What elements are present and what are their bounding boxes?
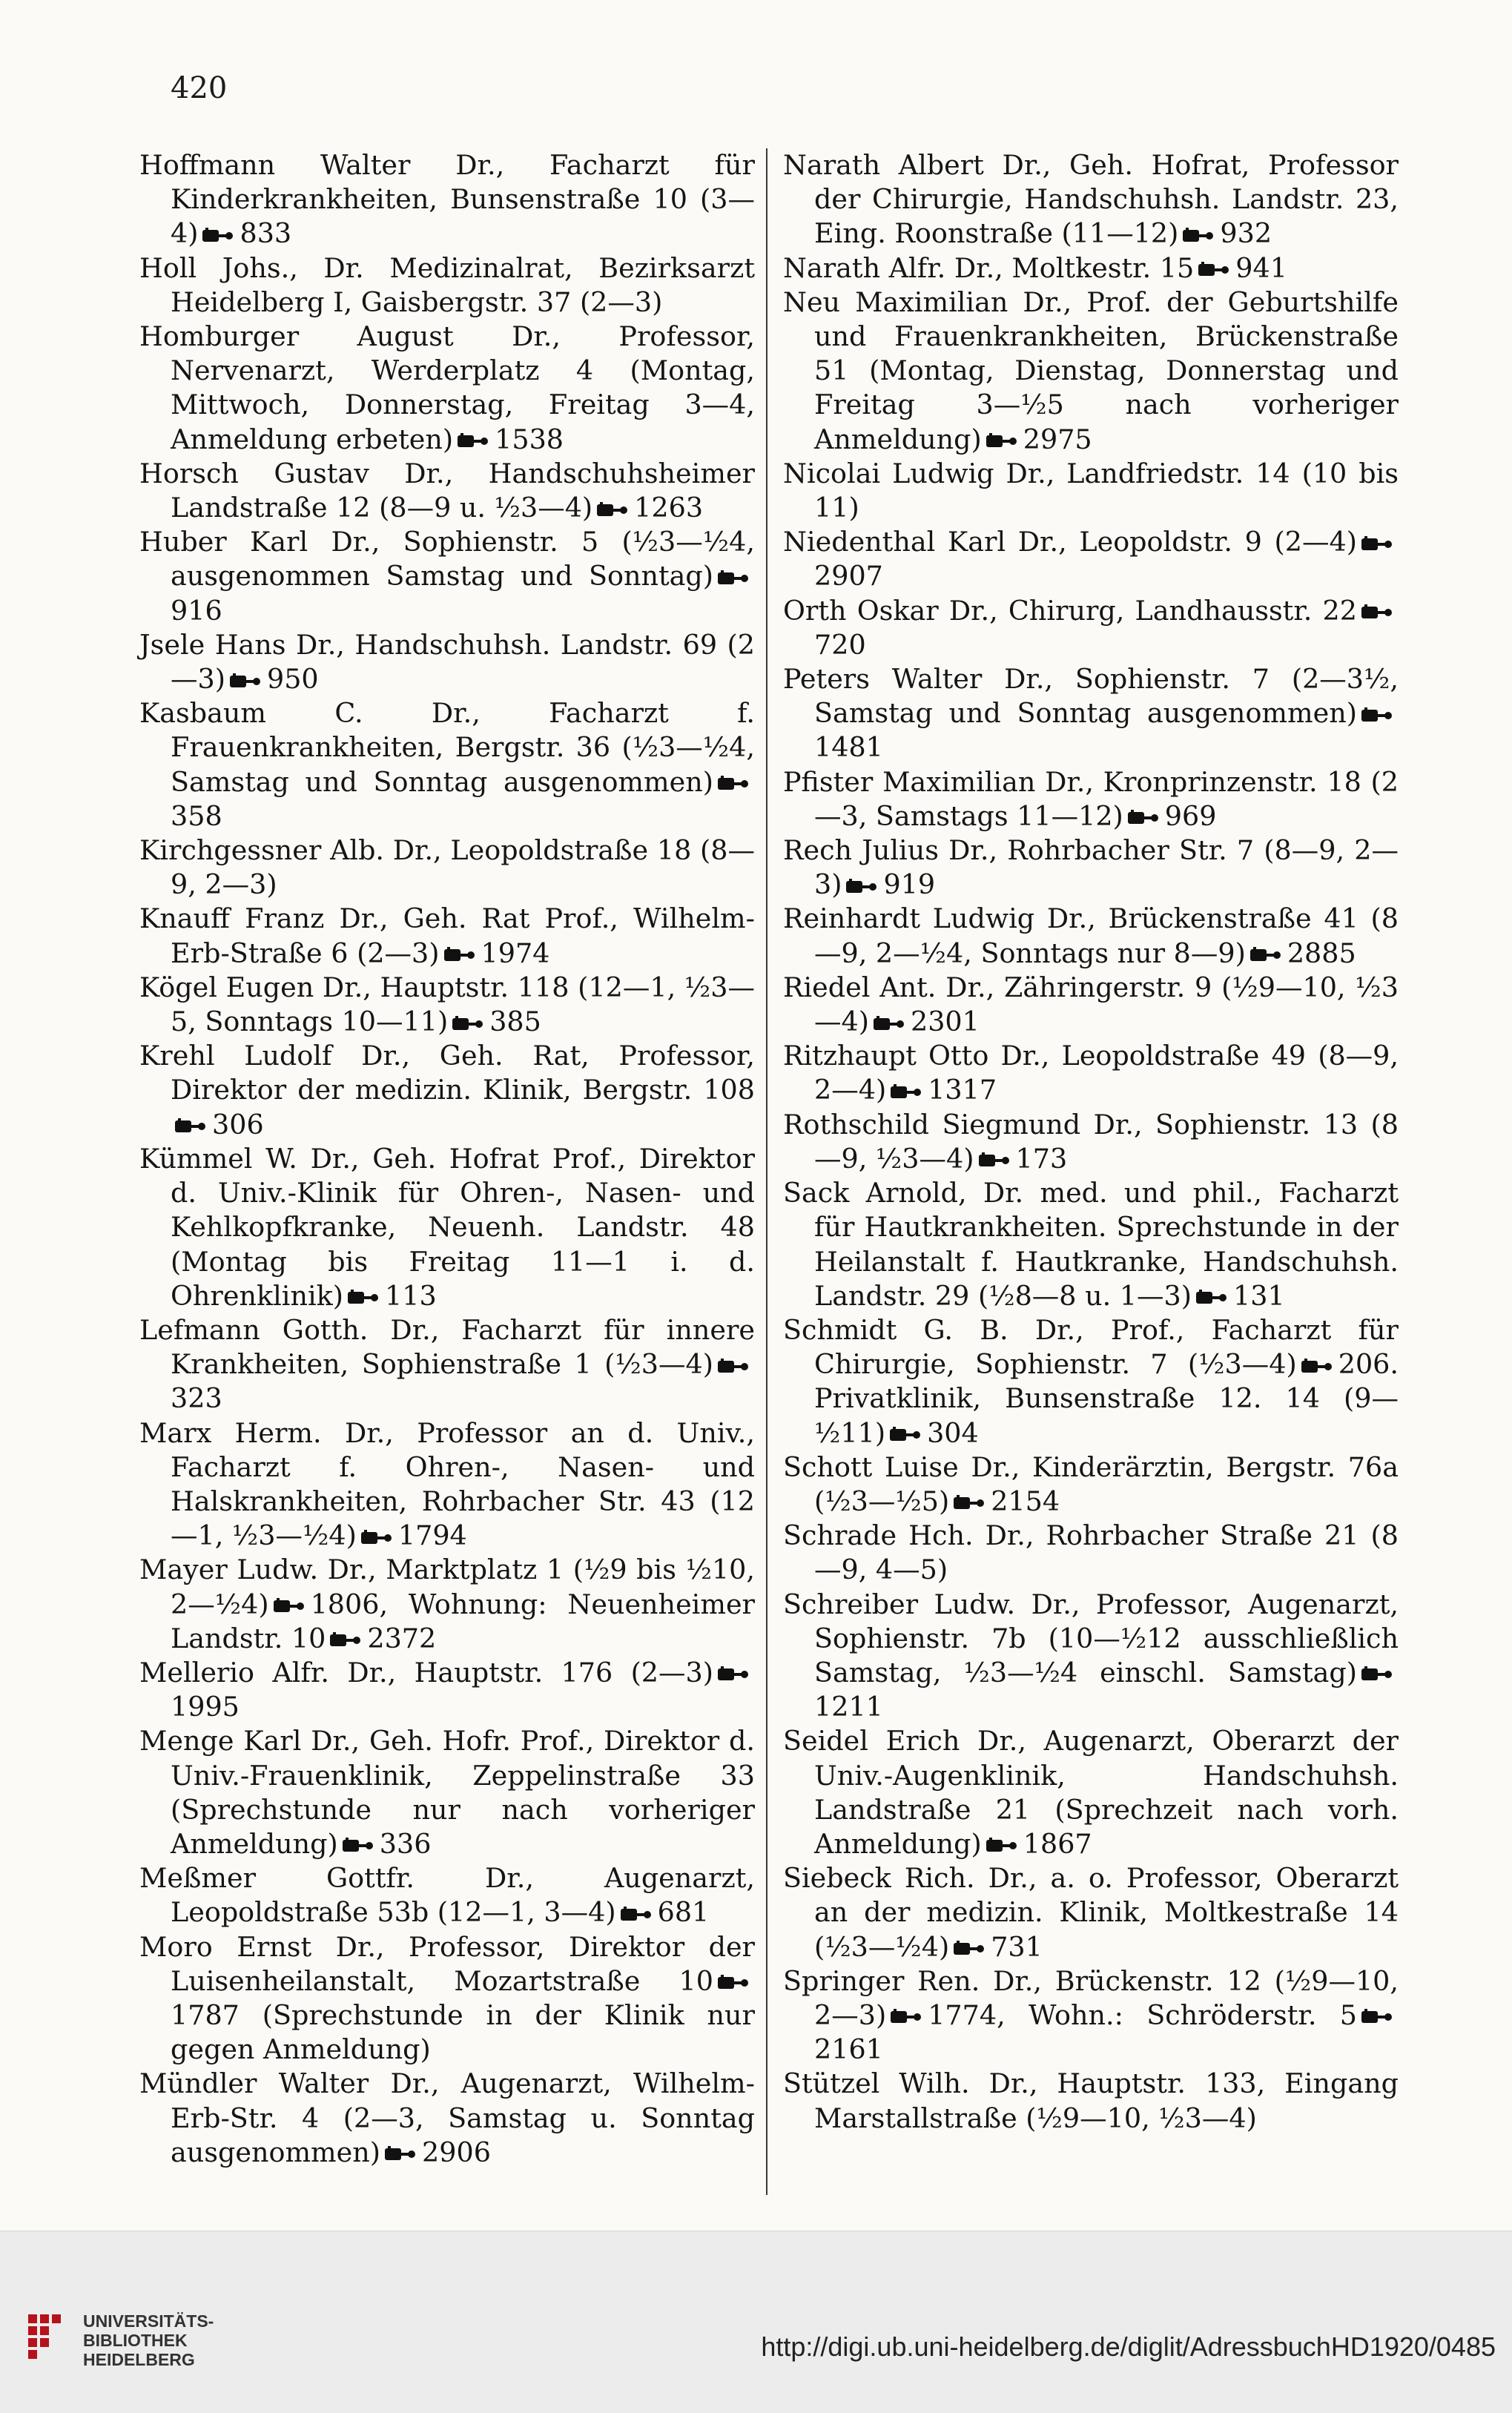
telephone-icon <box>888 1425 921 1445</box>
entry-text: Neu Maximilian Dr., Prof. der Geburtshilfe und Frauenkrankheiten, Brückenstraße 51 (Montag, Dienstag, Donnerstag und Freitag 3—½5 nach vorheriger Anmeldung) <box>783 285 1399 455</box>
telephone-icon <box>451 1014 483 1034</box>
entry-text: Rech Julius Dr., Rohrbacher Str. 7 (8—9, 2—3) <box>783 834 1399 901</box>
telephone-icon <box>443 945 475 965</box>
entry-text: Moro Ernst Dr., Professor, Direktor der Luisenheilanstalt, Mozartstraße 10 <box>139 1930 755 1997</box>
entry-text: Peters Walter Dr., Sophienstr. 7 (2—3½, Samstag und Sonntag ausgenommen) <box>783 663 1399 730</box>
phone-number: 113 <box>385 1279 437 1312</box>
phone-number: 720 <box>814 628 866 661</box>
library-logo-text <box>83 2311 214 2369</box>
directory-entry <box>783 1588 1399 1725</box>
telephone-icon <box>1360 1665 1393 1684</box>
directory-entry <box>783 1039 1399 1107</box>
entry-text: Meßmer Gottfr. Dr., Augenarzt, Leopoldstraße 53b (12—1, 3—4) <box>139 1862 755 1929</box>
phone-number: 950 <box>266 663 319 696</box>
phone-number: 2907 <box>814 560 883 592</box>
entry-text: Schott Luise Dr., Kinderärztin, Bergstr. 76a (½3—½5) <box>783 1450 1399 1517</box>
telephone-icon <box>716 1357 749 1376</box>
telephone-icon <box>985 1836 1017 1855</box>
phone-number: 2301 <box>910 1006 980 1038</box>
directory-entry <box>783 1964 1399 2067</box>
logo-line: UNIVERSITÄTS- <box>83 2311 214 2331</box>
phone-number: 1263 <box>634 492 704 524</box>
phone-number: 1806 <box>310 1588 380 1620</box>
directory-entry <box>783 1108 1399 1176</box>
entry-text: Siebeck Rich. Dr., a. o. Professor, Oberarzt an der medizin. Klinik, Moltkestraße 14 (½3—½4) <box>783 1862 1399 1963</box>
entry-text: Huber Karl Dr., Sophienstr. 5 (½3—½4, ausgenommen Samstag und Sonntag) <box>139 526 755 592</box>
directory-entry <box>783 765 1399 834</box>
entry-text: Riedel Ant. Dr., Zähringerstr. 9 (½9—10, ½3—4) <box>783 971 1399 1038</box>
entry-text: Orth Oskar Dr., Chirurg, Landhausstr. 22 <box>783 594 1357 627</box>
directory-entry <box>783 1450 1399 1519</box>
logo-line: BIBLIOTHEK <box>83 2331 188 2350</box>
phone-number: 916 <box>171 594 222 627</box>
directory-entry <box>783 1519 1399 1587</box>
directory-entry <box>783 457 1399 525</box>
telephone-icon <box>1197 260 1229 280</box>
entry-text: Holl Johs., Dr. Medizinalrat, Bezirksarzt Heidelberg I, Gaisbergstr. 37 (2—3) <box>139 251 755 318</box>
phone-number: 173 <box>1015 1142 1068 1175</box>
telephone-icon <box>1300 1357 1333 1376</box>
telephone-icon <box>872 1014 905 1034</box>
telephone-icon <box>1360 706 1393 725</box>
entry-text: Pfister Maximilian Dr., Kronprinzenstr. 18 (2—3, Samstags 11—12) <box>783 765 1399 832</box>
entry-text: , Wohn.: Schröderstr. 5 <box>997 1998 1357 2031</box>
logo-line: HEIDELBERG <box>83 2350 195 2369</box>
directory-entry <box>783 594 1399 662</box>
phone-number: 306 <box>212 1108 264 1141</box>
entry-text: Mayer Ludw. Dr., Marktplatz 1 (½9 bis ½10, 2—½4) <box>139 1554 755 1620</box>
telephone-icon <box>1195 1288 1227 1307</box>
telephone-icon <box>1249 945 1281 965</box>
directory-entry <box>783 1861 1399 1964</box>
directory-entry <box>139 1930 755 2067</box>
directory-entry <box>139 1039 755 1142</box>
entry-text: Narath Alfr. Dr., Moltkestr. 15 <box>783 251 1195 284</box>
entry-text: Homburger August Dr., Professor, Nervenarzt, Werderplatz 4 (Montag, Mittwoch, Donnerstag, Freitag 3—4, Anmeldung erbeten) <box>139 320 755 455</box>
entry-text: Kümmel W. Dr., Geh. Hofrat Prof., Direktor d. Univ.-Klinik für Ohren-, Nasen- und Kehlkopfkranke, Neuenh. Landstr. 48 (Montag bis Freitag 11—1 i. d. Ohrenklinik) <box>139 1142 755 1312</box>
directory-entry <box>783 971 1399 1039</box>
entry-text: , Wohnung: Neuenheimer Landstr. 10 <box>171 1588 755 1654</box>
entry-text: Kirchgessner Alb. Dr., Leopoldstraße 18 (8—9, 2—3) <box>139 834 755 901</box>
entry-text: Horsch Gustav Dr., Handschuhsheimer Landstraße 12 (8—9 u. ½3—4) <box>139 457 755 524</box>
entry-text: Jsele Hans Dr., Handschuhsh. Landstr. 69 (2—3) <box>139 628 755 696</box>
entry-text: Stützel Wilh. Dr., Hauptstr. 133, Eingang Marstallstraße (½9—10, ½3—4) <box>783 2067 1399 2134</box>
telephone-icon <box>341 1836 374 1855</box>
telephone-icon <box>977 1151 1010 1170</box>
telephone-icon <box>360 1528 392 1548</box>
left-column <box>139 148 755 2170</box>
right-column <box>783 148 1399 2136</box>
entry-text: (Sprechstunde in der Klinik nur gegen Anmeldung) <box>171 1998 755 2066</box>
entry-text: Marx Herm. Dr., Professor an d. Univ., Facharzt f. Ohren-, Nasen- und Halskrankheiten, Rohrbacher Str. 43 (12—1, ½3—½4) <box>139 1416 755 1552</box>
phone-number: 2161 <box>814 2033 883 2066</box>
phone-number: 1974 <box>481 937 550 969</box>
page-number: 420 <box>171 71 228 105</box>
entry-text: Knauff Franz Dr., Geh. Rat Prof., Wilhelm-Erb-Straße 6 (2—3) <box>139 902 755 969</box>
telephone-icon <box>845 877 877 897</box>
directory-entry <box>783 1176 1399 1313</box>
telephone-icon <box>174 1117 206 1136</box>
directory-entry <box>783 525 1399 593</box>
telephone-icon <box>595 501 628 520</box>
directory-entry <box>139 1313 755 1416</box>
entry-text: Rothschild Siegmund Dr., Sophienstr. 13 (8—9, ½3—4) <box>783 1108 1399 1175</box>
phone-number: 304 <box>927 1416 979 1449</box>
phone-number: 969 <box>1164 799 1217 832</box>
telephone-icon <box>952 1493 985 1513</box>
directory-entry <box>783 902 1399 970</box>
directory-entry <box>139 525 755 628</box>
directory-entry <box>139 1416 755 1554</box>
phone-number: 731 <box>991 1930 1043 1963</box>
entry-text: Lefmann Gotth. Dr., Facharzt für innere Krankheiten, Sophienstraße 1 (½3—4) <box>139 1313 755 1381</box>
directory-entry <box>783 285 1399 457</box>
entry-text: Schreiber Ludw. Dr., Professor, Augenarzt, Sophienstr. 7b (10—½12 ausschließlich Samstag, ½3—½4 einschl. Samstag) <box>783 1588 1399 1689</box>
directory-entry <box>139 902 755 970</box>
directory-entry <box>783 2067 1399 2135</box>
directory-entry <box>783 1313 1399 1450</box>
phone-number: 323 <box>171 1382 222 1415</box>
directory-entry <box>139 2067 755 2170</box>
telephone-icon <box>716 774 749 793</box>
telephone-icon <box>1360 603 1393 622</box>
phone-number: 1867 <box>1023 1827 1092 1860</box>
entry-text: Springer Ren. Dr., Brückenstr. 12 (½9—10, 2—3) <box>783 1964 1399 2031</box>
entry-text: Hoffmann Walter Dr., Facharzt für Kinderkrankheiten, Bunsenstraße 10 (3—4) <box>139 149 755 250</box>
telephone-icon <box>985 432 1017 451</box>
phone-number: 1995 <box>171 1691 240 1723</box>
entry-text: Niedenthal Karl Dr., Leopoldstr. 9 (2—4) <box>783 526 1357 558</box>
phone-number: 1481 <box>814 731 883 764</box>
telephone-icon <box>889 1083 922 1102</box>
directory-entry <box>139 696 755 834</box>
phone-number: 681 <box>657 1896 710 1929</box>
source-url-link[interactable]: http://digi.ub.uni-heidelberg.de/diglit/AdressbuchHD1920/0485 <box>761 2331 1496 2362</box>
directory-entry <box>783 251 1399 285</box>
phone-number: 1787 <box>171 1998 240 2031</box>
phone-number: 385 <box>489 1006 541 1038</box>
telephone-icon <box>716 1665 749 1684</box>
directory-entry <box>139 1553 755 1656</box>
telephone-icon <box>383 2145 416 2164</box>
telephone-icon <box>1126 808 1159 828</box>
phone-number: 2154 <box>991 1485 1060 1517</box>
directory-entry <box>783 148 1399 251</box>
telephone-icon <box>1360 535 1393 554</box>
directory-entry <box>139 971 755 1039</box>
entry-text: Kögel Eugen Dr., Hauptstr. 118 (12—1, ½3—5, Sonntags 10—11) <box>139 971 755 1038</box>
phone-number: 1538 <box>495 423 564 455</box>
phone-number: 131 <box>1233 1279 1285 1312</box>
directory-entry <box>783 1724 1399 1861</box>
phone-number: 833 <box>240 217 292 250</box>
telephone-icon <box>1360 2007 1393 2027</box>
directory-entry <box>783 834 1399 902</box>
phone-number: 2885 <box>1287 937 1356 969</box>
phone-number: 932 <box>1220 217 1272 250</box>
entry-text: Nicolai Ludwig Dr., Landfriedstr. 14 (10 bis 11) <box>783 457 1399 524</box>
telephone-icon <box>1181 226 1214 245</box>
entry-text: Seidel Erich Dr., Augenarzt, Oberarzt der Univ.-Augenklinik, Handschuhsh. Landstraße 21 (Sprechzeit nach vorh. Anmeldung) <box>783 1725 1399 1860</box>
phone-number: 1774 <box>928 1998 997 2031</box>
telephone-icon <box>346 1288 379 1307</box>
entry-text: Krehl Ludolf Dr., Geh. Rat, Professor, Direktor der medizin. Klinik, Bergstr. 108 <box>139 1040 755 1106</box>
telephone-icon <box>619 1905 652 1924</box>
entry-text: Schmidt G. B. Dr., Prof., Facharzt für Chirurgie, Sophienstr. 7 (½3—4) <box>783 1313 1399 1381</box>
telephone-icon <box>716 569 749 588</box>
telephone-icon <box>228 672 261 691</box>
phone-number: 941 <box>1235 251 1287 284</box>
directory-entry <box>783 662 1399 765</box>
phone-number: 206 <box>1338 1348 1390 1381</box>
telephone-icon <box>716 1973 749 1993</box>
phone-number: 2372 <box>367 1622 437 1654</box>
column-divider <box>766 148 767 2195</box>
phone-number: 2975 <box>1023 423 1092 455</box>
telephone-icon <box>952 1939 985 1958</box>
phone-number: 1211 <box>814 1691 883 1723</box>
entry-text: Menge Karl Dr., Geh. Hofr. Prof., Direktor d. Univ.-Frauenklinik, Zeppelinstraße 33 (Sprechstunde nur nach vorheriger Anmeldung) <box>139 1725 755 1860</box>
phone-number: 1794 <box>397 1519 467 1552</box>
directory-entry <box>139 628 755 696</box>
phone-number: 919 <box>883 868 936 901</box>
directory-entry <box>139 834 755 902</box>
directory-entry <box>139 251 755 320</box>
directory-entry <box>139 1724 755 1861</box>
footer-bar <box>0 2231 1512 2413</box>
directory-entry <box>139 457 755 525</box>
directory-entry <box>139 1656 755 1724</box>
directory-entry <box>139 1142 755 1313</box>
directory-entry <box>139 320 755 457</box>
entry-text: Mellerio Alfr. Dr., Hauptstr. 176 (2—3) <box>139 1656 713 1689</box>
phone-number: 336 <box>379 1827 432 1860</box>
entry-text: Sack Arnold, Dr. med. und phil., Facharzt für Hautkrankheiten. Sprechstunde in der Heilanstalt f. Hautkranke, Handschuhsh. Landstr. 29 (½8—8 u. 1—3) <box>783 1177 1399 1312</box>
telephone-icon <box>272 1597 305 1616</box>
entry-text: Schrade Hch. Dr., Rohrbacher Straße 21 (8—9, 4—5) <box>783 1519 1399 1586</box>
telephone-icon <box>456 432 489 451</box>
telephone-icon <box>201 226 234 245</box>
telephone-icon <box>889 2007 922 2027</box>
telephone-icon <box>329 1631 361 1650</box>
entry-text: Mündler Walter Dr., Augenarzt, Wilhelm-Erb-Str. 4 (2—3, Samstag u. Sonntag ausgenommen) <box>139 2067 755 2168</box>
library-logo-icon <box>28 2314 73 2362</box>
phone-number: 1317 <box>928 1074 997 1106</box>
phone-number: 2906 <box>422 2136 491 2168</box>
entry-text: . Privatklinik, Bunsenstraße 12. 14 (9—½11) <box>814 1348 1399 1449</box>
entry-text: Reinhardt Ludwig Dr., Brückenstraße 41 (8—9, 2—½4, Sonntags nur 8—9) <box>783 902 1399 969</box>
phone-number: 358 <box>171 799 222 832</box>
entry-text: Ritzhaupt Otto Dr., Leopoldstraße 49 (8—9, 2—4) <box>783 1040 1399 1106</box>
entry-text: Kasbaum C. Dr., Facharzt f. Frauenkrankheiten, Bergstr. 36 (½3—½4, Samstag und Sonntag ausgenommen) <box>139 697 755 798</box>
entry-text: Narath Albert Dr., Geh. Hofrat, Professor der Chirurgie, Handschuhsh. Landstr. 23, Eing. Roonstraße (11—12) <box>783 149 1399 250</box>
directory-entry <box>139 1861 755 1930</box>
directory-entry <box>139 148 755 251</box>
